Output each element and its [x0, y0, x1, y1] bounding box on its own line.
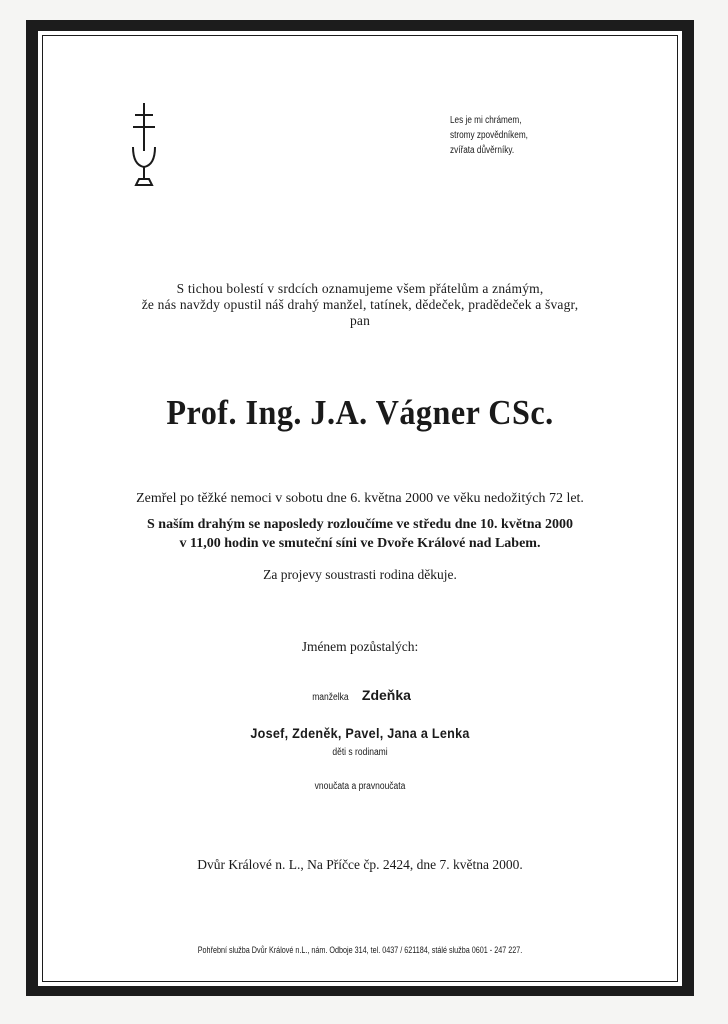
announcement-line: S tichou bolestí v srdcích oznamujeme všem přátelům a známým,: [176, 281, 544, 296]
wife-entry: [38, 687, 682, 705]
cross-chalice-icon: [130, 101, 158, 187]
motto-line: zvířata důvěrníky.: [450, 145, 515, 156]
farewell-line: v 11,00 hodin ve smuteční síni ve Dvoře Králové nad Labem.: [179, 536, 541, 551]
children-names: Josef, Zdeněk, Pavel, Jana a Lenka: [250, 725, 470, 741]
grandchildren-label: vnoučata a pravnoučata: [314, 781, 406, 792]
farewell-notice: [38, 515, 682, 553]
announcement-line: pan: [349, 313, 371, 328]
wife-name: Zdeňka: [361, 687, 411, 703]
deceased-name: Prof. Ing. J.A. Vágner CSc.: [166, 393, 554, 432]
farewell-line: S naším drahým se naposledy rozloučíme ve středu dne 10. května 2000: [147, 517, 573, 532]
death-notice: Zemřel po těžké nemoci v sobotu dne 6. května 2000 ve věku nedožitých 72 let.: [136, 491, 584, 506]
on-behalf-heading: Jménem pozůstalých:: [301, 639, 419, 654]
announcement: [38, 281, 682, 329]
motto-line: stromy zpovědníkem,: [450, 130, 528, 141]
thanks-text: Za projevy soustrasti rodina děkuje.: [263, 567, 457, 582]
children-label: děti s rodinami: [332, 747, 388, 758]
motto-line: Les je mi chrámem,: [450, 115, 522, 126]
wife-label: manželka: [312, 692, 349, 703]
funeral-service-footer: Pohřební služba Dvůr Králové n.L., nám. Odboje 314, tel. 0437 / 621184, stálé služba 0601 - 247 227.: [197, 945, 523, 955]
obituary-sheet: [38, 31, 682, 986]
announcement-line: že nás navždy opustil náš drahý manžel, tatínek, dědeček, pradědeček a švagr,: [141, 297, 579, 312]
place-date: Dvůr Králové n. L., Na Příčce čp. 2424, dne 7. května 2000.: [197, 857, 523, 872]
motto: [450, 113, 528, 158]
